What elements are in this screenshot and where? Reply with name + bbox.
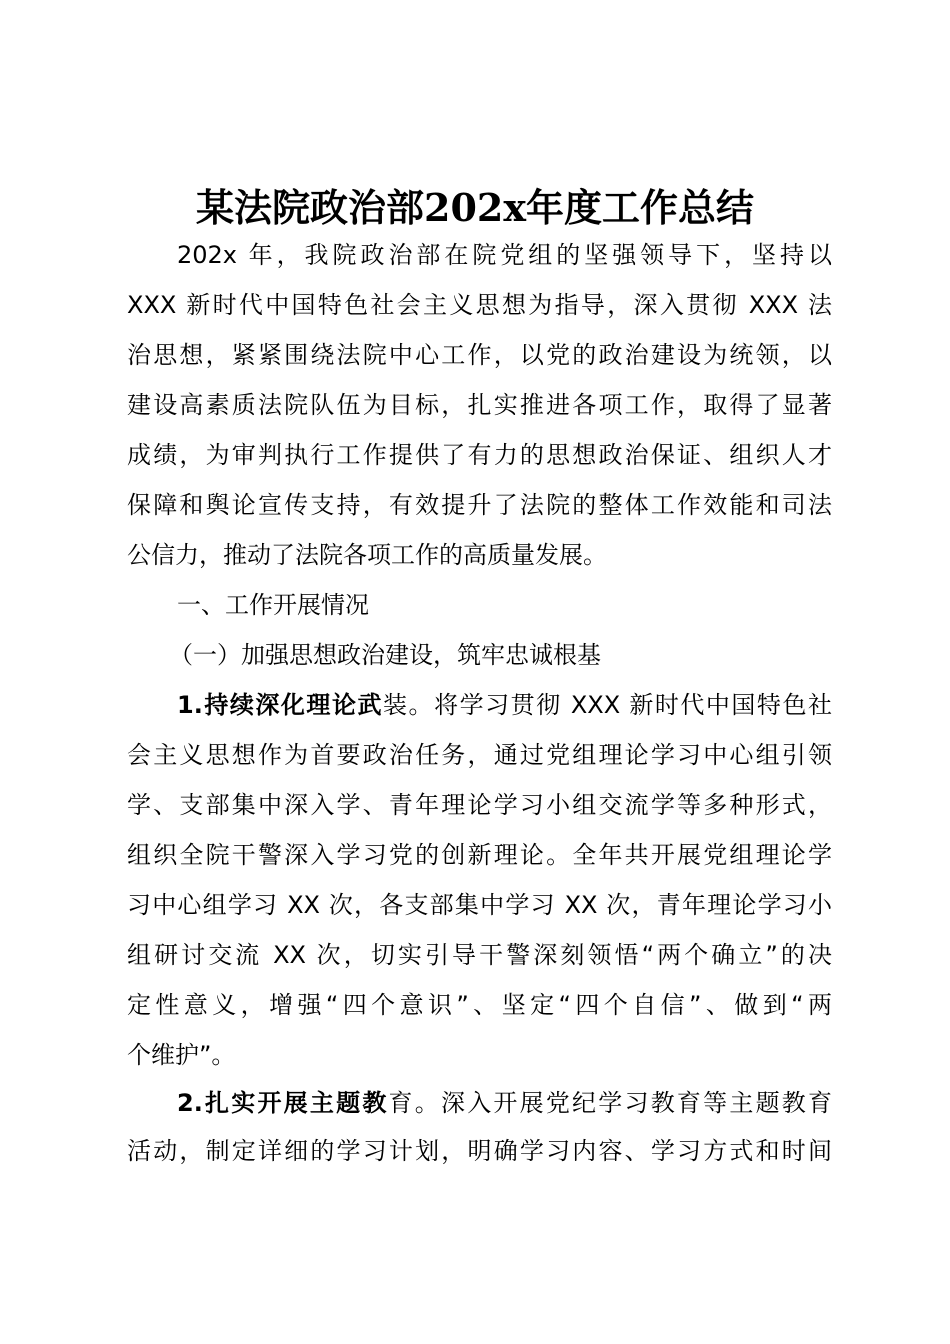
paragraph-line: 202x 年，我院政治部在院党组的坚强领导下，坚持以	[177, 241, 832, 269]
item-1-heading: 1.持续深化理论武	[177, 691, 384, 719]
paragraph-line: 组研讨交流 XX 次，切实引导干警深刻领悟“两个确立”的决	[127, 941, 832, 969]
section-heading: 一、工作开展情况	[177, 591, 369, 619]
paragraph-line: 活动，制定详细的学习计划，明确学习内容、学习方式和时间	[127, 1137, 832, 1165]
item-2-heading: 2.扎实开展主题教	[177, 1089, 389, 1117]
item-1-first-line	[177, 680, 832, 730]
document-title: 某法院政治部202x年度工作总结	[196, 185, 754, 230]
paragraph-line: 保障和舆论宣传支持，有效提升了法院的整体工作效能和司法	[127, 491, 832, 519]
item-2-text: 育。深入开展党纪学习教育等主题教育	[388, 1089, 832, 1117]
paragraph-line: 组织全院干警深入学习党的创新理论。全年共开展党组理论学	[127, 841, 832, 869]
subsection-heading: （一）加强思想政治建设，筑牢忠诚根基	[169, 641, 601, 669]
paragraph-line: 个维护”。	[127, 1041, 236, 1069]
paragraph-line: 治思想，紧紧围绕法院中心工作，以党的政治建设为统领，以	[127, 341, 832, 369]
paragraph-line: 定性意义，增强“四个意识”、坚定“四个自信”、做到“两	[127, 991, 832, 1019]
item-2-first-line	[177, 1078, 832, 1128]
paragraph-line: XXX 新时代中国特色社会主义思想为指导，深入贯彻 XXX 法	[127, 291, 832, 319]
paragraph-line: 建设高素质法院队伍为目标，扎实推进各项工作，取得了显著	[127, 391, 832, 419]
paragraph-line: 习中心组学习 XX 次，各支部集中学习 XX 次，青年理论学习小	[127, 891, 832, 919]
paragraph-line: 成绩，为审判执行工作提供了有力的思想政治保证、组织人才	[127, 441, 832, 469]
paragraph-line: 公信力，推动了法院各项工作的高质量发展。	[127, 541, 607, 569]
paragraph-line: 会主义思想作为首要政治任务，通过党组理论学习中心组引领	[127, 741, 832, 769]
item-1-text: 装。将学习贯彻 XXX 新时代中国特色社	[383, 691, 832, 719]
paragraph-line: 学、支部集中深入学、青年理论学习小组交流学等多种形式，	[127, 791, 832, 819]
